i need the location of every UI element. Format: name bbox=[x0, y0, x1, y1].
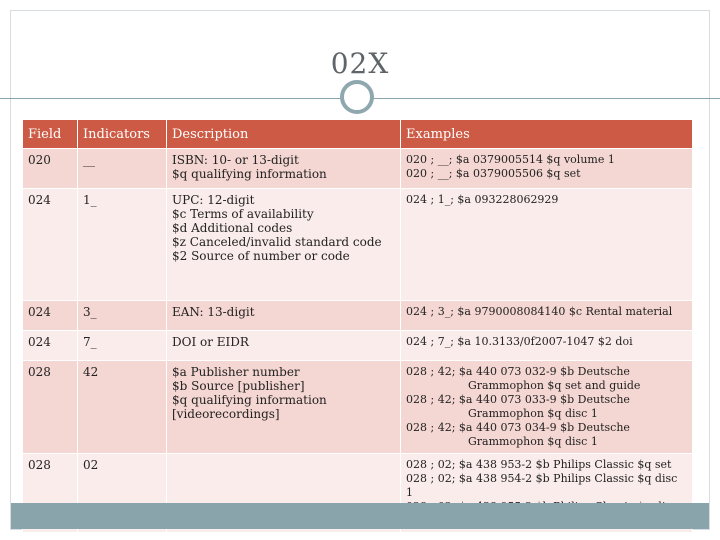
header-description: Description bbox=[167, 120, 401, 149]
header-indicators: Indicators bbox=[78, 120, 167, 149]
cell-indicators: 1_ bbox=[78, 189, 167, 301]
example-line: 028 ; 42; $a 440 073 033-9 $b Deutsche bbox=[406, 393, 630, 406]
cell-indicators: 42 bbox=[78, 361, 167, 454]
title-area bbox=[11, 11, 709, 91]
description-line: ISBN: 10- or 13-digit bbox=[172, 153, 299, 167]
example-line: 020 ; __; $a 0379005506 $q set bbox=[406, 167, 581, 180]
cell-description bbox=[167, 331, 401, 361]
cell-indicators: 3_ bbox=[78, 301, 167, 331]
cell-field: 028 bbox=[23, 454, 78, 533]
description-line: $z Canceled/invalid standard code bbox=[172, 235, 382, 249]
description-line: $q qualifying information bbox=[172, 167, 327, 181]
cell-field: 024 bbox=[23, 331, 78, 361]
example-line: 020 ; __; $a 0379005514 $q volume 1 bbox=[406, 153, 615, 166]
cell-field: 028 bbox=[23, 361, 78, 454]
example-line: 024 ; 7_; $a 10.3133/0f2007-1047 $2 doi bbox=[406, 335, 633, 348]
cell-indicators: __ bbox=[78, 149, 167, 189]
marc-fields-table bbox=[22, 119, 693, 533]
header-examples: Examples bbox=[401, 120, 693, 149]
example-line: Grammophon $q disc 1 bbox=[468, 435, 598, 448]
example-line: 028 ; 42; $a 440 073 032-9 $b Deutsche bbox=[406, 365, 630, 378]
cell-field: 024 bbox=[23, 301, 78, 331]
circle-ornament-icon bbox=[340, 80, 374, 114]
cell-description bbox=[167, 149, 401, 189]
table-row bbox=[23, 301, 693, 331]
footer-bar bbox=[11, 503, 709, 529]
cell-examples bbox=[401, 331, 693, 361]
example-line: Grammophon $q set and guide bbox=[468, 379, 641, 392]
description-line: EAN: 13-digit bbox=[172, 305, 255, 319]
cell-indicators: 02 bbox=[78, 454, 167, 533]
table-body bbox=[23, 149, 693, 533]
table-row bbox=[23, 149, 693, 189]
description-line: $c Terms of availability bbox=[172, 207, 314, 221]
description-line: $2 Source of number or code bbox=[172, 249, 350, 263]
description-line: $q qualifying information bbox=[172, 393, 327, 407]
cell-description bbox=[167, 189, 401, 301]
cell-indicators: 7_ bbox=[78, 331, 167, 361]
cell-examples bbox=[401, 301, 693, 331]
header-field: Field bbox=[23, 120, 78, 149]
example-line: 028 ; 42; $a 440 073 034-9 $b Deutsche bbox=[406, 421, 630, 434]
cell-field: 020 bbox=[23, 149, 78, 189]
example-line: 024 ; 3_; $a 9790008084140 $c Rental material bbox=[406, 305, 673, 318]
cell-field: 024 bbox=[23, 189, 78, 301]
example-line: 028 ; 02; $a 438 954-2 $b Philips Classic $q disc 1 bbox=[406, 472, 678, 499]
example-line: 024 ; 1_; $a 093228062929 bbox=[406, 193, 559, 206]
cell-examples bbox=[401, 361, 693, 454]
table-row bbox=[23, 189, 693, 301]
table-header-row bbox=[23, 120, 693, 149]
description-line: UPC: 12-digit bbox=[172, 193, 255, 207]
table-row bbox=[23, 331, 693, 361]
description-line: $a Publisher number bbox=[172, 365, 300, 379]
cell-description bbox=[167, 301, 401, 331]
example-line: 028 ; 02; $a 438 953-2 $b Philips Classic $q set bbox=[406, 458, 672, 471]
description-line: $d Additional codes bbox=[172, 221, 293, 235]
example-line: Grammophon $q disc 1 bbox=[468, 407, 598, 420]
cell-description bbox=[167, 361, 401, 454]
description-line: $b Source [publisher] bbox=[172, 379, 305, 393]
cell-examples bbox=[401, 149, 693, 189]
table-row bbox=[23, 361, 693, 454]
description-line: DOI or EIDR bbox=[172, 335, 249, 349]
slide-title: 02X bbox=[330, 47, 390, 80]
description-line: [videorecordings] bbox=[172, 407, 280, 421]
cell-examples bbox=[401, 189, 693, 301]
